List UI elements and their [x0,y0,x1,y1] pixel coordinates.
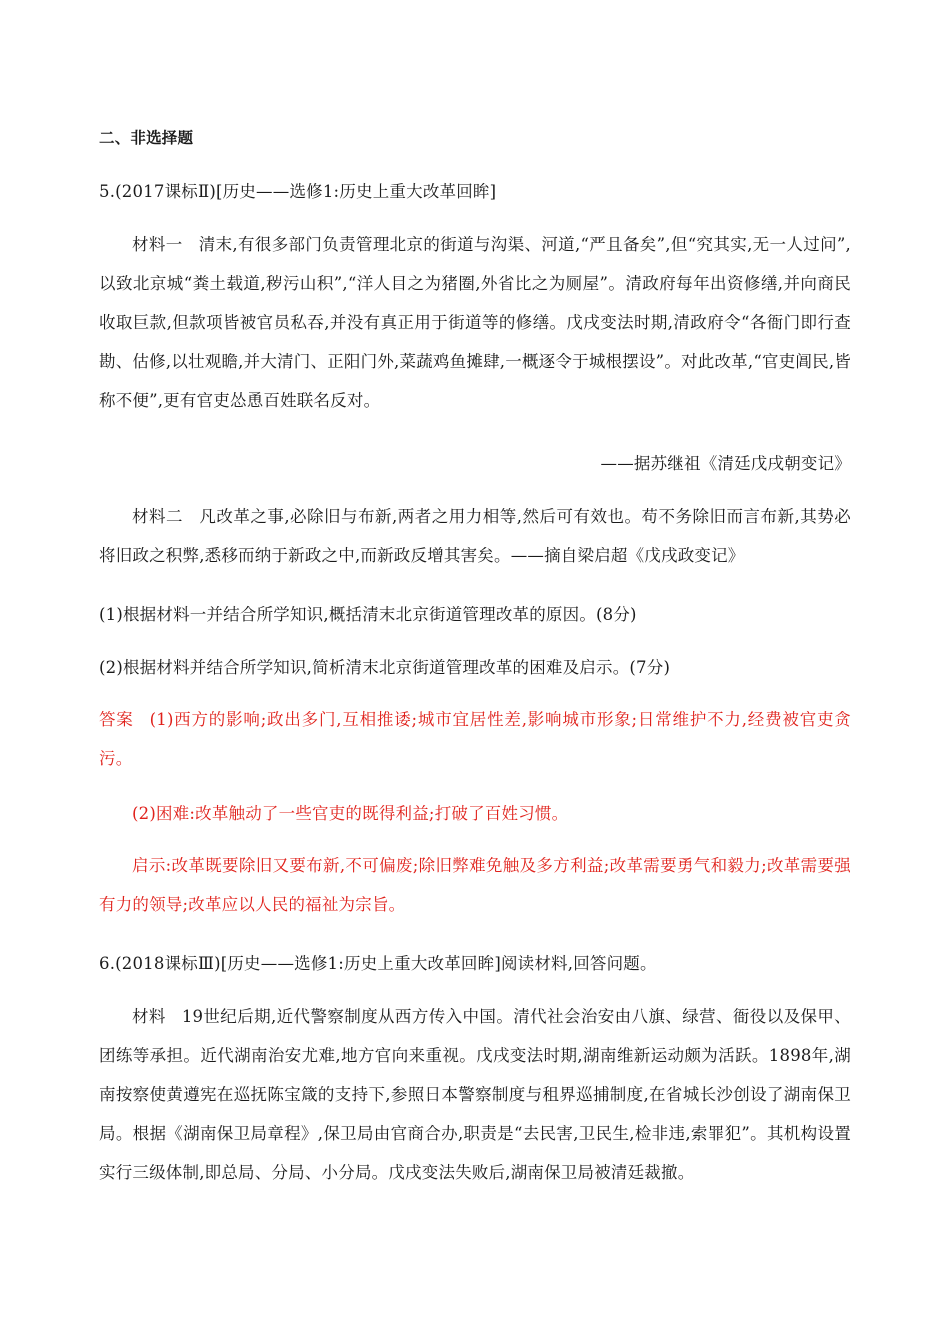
question-5-material-2 [99,497,851,575]
material-2-label: 材料二 [132,507,184,526]
material-2-text: 凡改革之事,必除旧与布新,两者之用力相等,然后可有效也。苟不务除旧而言布新,其势必将旧政之积弊,悉移而纳于新政之中,而新政反增其害矣。——摘自梁启超《戊戌政变记》 [99,507,851,565]
material-1-label: 材料一 [132,235,183,254]
question-6-material-label: 材料 [132,1007,166,1026]
answer-1-text: (1)西方的影响;政出多门,互相推诿;城市宜居性差,影响城市形象;日常维护不力,经费被官吏贪污。 [99,710,851,768]
answer-part-3: 启示:改革既要除旧又要布新,不可偏废;除旧弊难免触及多方利益;改革需要勇气和毅力;改革需要强有力的领导;改革应以人民的福祉为宗旨。 [99,856,851,914]
question-5-material-1 [99,225,851,420]
question-6-header: 6.(2018课标Ⅲ)[历史——选修1:历史上重大改革回眸]阅读材料,回答问题。 [99,954,657,973]
answer-part-2: (2)困难:改革触动了一些官吏的既得利益;打破了百姓习惯。 [132,804,569,823]
question-5-sub-2: (2)根据材料并结合所学知识,简析清末北京街道管理改革的困难及启示。(7分) [99,658,671,677]
material-1-source: ——据苏继祖《清廷戊戌朝变记》 [600,454,851,473]
question-5-sub-1: (1)根据材料一并结合所学知识,概括清末北京街道管理改革的原因。(8分) [99,605,637,624]
question-6-material-text: 19世纪后期,近代警察制度从西方传入中国。清代社会治安由八旗、绿营、衙役以及保甲、团练等承担。近代湖南治安尤难,地方官向来重视。戊戌变法时期,湖南维新运动颇为活跃。1898年,湖南按察使黄遵宪在巡抚陈宝箴的支持下,参照日本警察制度与租界巡捕制度,在省城长沙创设了湖南保卫局。根据《湖南保卫局章程》,保卫局由官商合办,职责是“去民害,卫民生,检非违,索罪犯”。其机构设置实行三级体制,即总局、分局、小分局。戊戌变法失败后,湖南保卫局被清廷裁撤。 [99,1007,851,1182]
material-1-text: 清末,有很多部门负责管理北京的街道与沟渠、河道,“严且备矣”,但“究其实,无一人过问”,以致北京城“粪土载道,秽污山积”,“洋人目之为猪圈,外省比之为厕屋”。清政府每年出资修缮,并向商民收取巨款,但款项皆被官员私吞,并没有真正用于街道等的修缮。戊戌变法时期,清政府令“各衙门即行查勘、估修,以壮观瞻,并大清门、正阳门外,菜蔬鸡鱼摊肆,一概逐令于城根摆设”。对此改革,“官吏阊民,皆称不便”,更有官吏怂恿百姓联名反对。 [99,235,852,410]
answer-label: 答案 [99,710,134,729]
question-6-material [99,997,851,1192]
answer-part-1 [99,700,851,778]
section-title: 二、非选择题 [99,129,194,147]
question-5-header: 5.(2017课标Ⅱ)[历史——选修1:历史上重大改革回眸] [99,182,497,201]
